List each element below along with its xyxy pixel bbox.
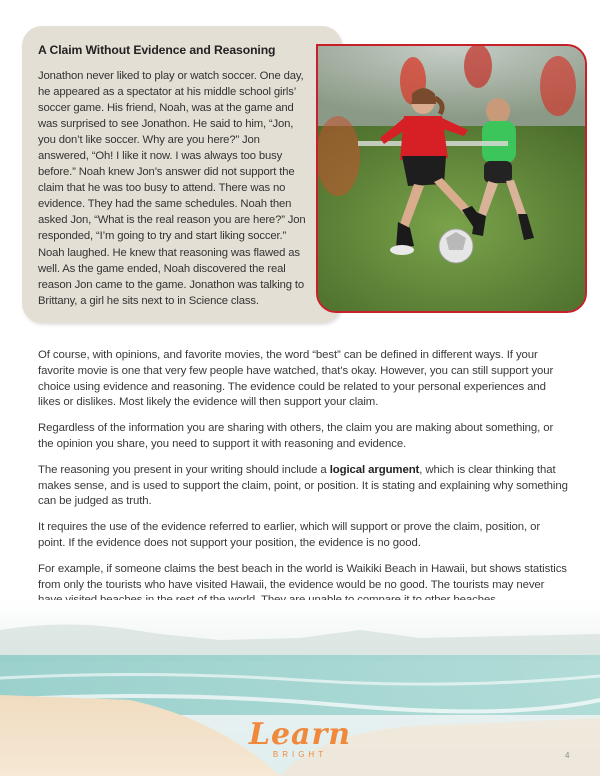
logo-word: Learn — [248, 717, 352, 752]
paragraph-1: Of course, with opinions, and favorite movies, the word “best” can be defined in different ways. If your favorite movie is one that very few people have watched, that’s okay. However, you can still support your choice using evidence and reasoning. The evidence could be related to your personal experiences and likes or dislikes. Most likely the evidence will then support your claim. — [38, 349, 554, 409]
paragraph-3 — [38, 463, 568, 510]
paragraph-2: Regardless of the information you are sharing with others, the claim you are making about something, or the opinion you share, you need to support it with reasoning and evidence. — [38, 422, 554, 450]
page-number: 4 — [565, 751, 570, 760]
story-body — [38, 68, 306, 309]
paragraph-5: For example, if someone claims the best beach in the world is Waikiki Beach in Hawaii, but shows statistics from only the tourists who have visited Hawaii, the evidence would be no good. The tourists may never — [38, 562, 567, 591]
story-paragraph: Jonathon never liked to play or watch soccer. One day, he appeared as a spectator at his middle school girls’ soccer game. His friend, Noah, was at the game and was surprised to see Jonathon. He said to him, “Jon, you don’t like soccer. Why are you here?” Jon answered, “Oh! I like it now. I was always too busy before.” Noah knew Jon’s answer did not support the claim that he was too busy to attend. There was no evidence. They had the same schedules. Noah then asked Jon, “What is the real reason you are here?” Jon responded, “I’m going to try and start liking soccer.” Noah laughed. He knew that reasoning was flawed as well. As the game ended, Noah discovered the real reason Jon came to the game. Jonathon was talking to Brittany, a girl he sits next to in Science class. — [38, 70, 306, 307]
soccer-scene — [318, 46, 585, 311]
logical-argument-term: logical argument — [329, 463, 420, 476]
paragraph-4: It requires the use of the evidence referred to earlier, which will support or prove the claim, position, or point. If the evidence does not support your position, the evidence is no good. — [38, 521, 541, 549]
story-title: A Claim Without Evidence and Reasoning — [38, 43, 276, 57]
paragraph-3-end: , which is clear thinking that makes sense, and is used to support the claim, point, or position. It is stating and explaining why something can be judged as truth. — [38, 463, 568, 508]
paragraph-3-start: The reasoning you present in your writing should include a — [38, 463, 330, 476]
learn-bright-logo — [230, 718, 370, 768]
soccer-photo — [316, 44, 587, 313]
body-text — [38, 348, 568, 619]
logo-sub: BRIGHT — [272, 750, 328, 759]
